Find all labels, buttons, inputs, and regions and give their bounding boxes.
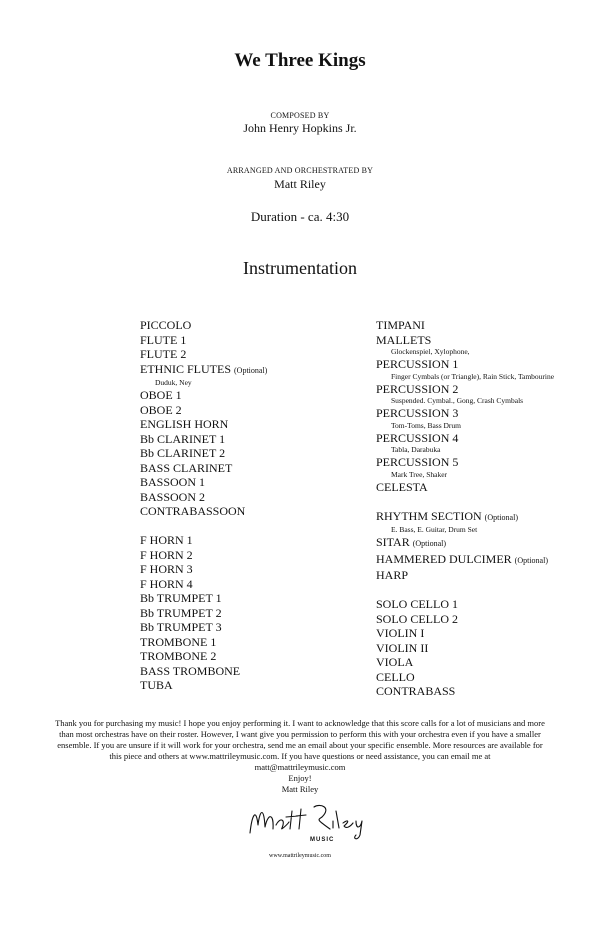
instrument-name: CELLO (376, 669, 415, 684)
instrument-name: MALLETS (376, 332, 432, 347)
instrument-item (140, 318, 360, 333)
optional-note: (Optional) (514, 555, 548, 565)
instrument-name: Bb TRUMPET 3 (140, 620, 222, 634)
instrument-item (376, 684, 566, 699)
instrument-name: HARP (376, 568, 409, 582)
instrument-name: BASS TROMBONE (140, 663, 241, 678)
instrument-item (140, 432, 360, 447)
instrument-item (376, 431, 566, 446)
instrument-item (140, 388, 360, 403)
instrument-name: BASSOON 1 (140, 475, 206, 489)
instrument-name: PERCUSSION 2 (376, 381, 459, 396)
instrument-item (376, 597, 566, 612)
instrument-detail: Duduk, Ney (155, 378, 192, 387)
instrument-detail: Tom-Toms, Bass Drum (391, 420, 461, 430)
instrument-item (140, 562, 360, 577)
signoff-name: Matt Riley (281, 784, 319, 794)
instrument-name: FLUTE 1 (140, 332, 187, 347)
instrument-name: F HORN 2 (140, 547, 193, 562)
footer-message-block (52, 718, 548, 795)
arranged-by-label: ARRANGED AND ORCHESTRATED BY (226, 166, 374, 175)
instrument-name: F HORN 3 (140, 562, 193, 576)
instrument-name: OBOE 2 (140, 402, 182, 417)
instrument-name: Bb CLARINET 2 (140, 446, 226, 460)
instrument-name: FLUTE 2 (140, 347, 187, 361)
composed-by-label: COMPOSED BY (270, 111, 330, 120)
website-url: www.mattrileymusic.com (269, 853, 331, 859)
instrument-item (140, 548, 360, 563)
instrument-item (140, 606, 360, 621)
signature-logo (240, 795, 370, 845)
enjoy-text: Enjoy! (288, 773, 312, 783)
optional-note: (Optional) (412, 539, 447, 548)
instrument-item (376, 612, 566, 627)
instrument-item (140, 504, 360, 519)
instrument-item (376, 318, 566, 333)
instrument-name: TROMBONE 2 (140, 649, 217, 663)
instrument-item (140, 664, 360, 679)
instrument-name: PERCUSSION 3 (376, 406, 459, 420)
instrument-name: VIOLA (376, 655, 414, 669)
instrument-item (376, 509, 566, 526)
instrument-item (140, 333, 360, 348)
instrument-name: F HORN 4 (140, 576, 193, 591)
instrument-item (376, 480, 566, 495)
instrument-detail: Glockenspiel, Xylophone, (391, 347, 470, 356)
instrument-item (376, 552, 566, 569)
instrument-item (140, 417, 360, 432)
instrument-item (140, 533, 360, 548)
logo-music-label: MUSIC (310, 837, 335, 843)
instrument-item (376, 455, 566, 470)
instrument-item (140, 403, 360, 418)
section-gap (376, 583, 566, 598)
instrument-name: TIMPANI (376, 318, 425, 332)
instrument-item (376, 406, 566, 421)
piece-title: We Three Kings (234, 50, 366, 71)
instrument-item (140, 678, 360, 693)
instrument-detail: Finger Cymbals (or Triangle), Rain Stick, Tambourine (391, 371, 555, 381)
instrument-name: Bb CLARINET 1 (140, 431, 226, 446)
instrument-name: RHYTHM SECTION (376, 508, 482, 523)
instrument-item (376, 382, 566, 397)
instrument-name: TROMBONE 1 (140, 634, 217, 649)
instrument-item (140, 347, 360, 362)
instrument-name: PERCUSSION 4 (376, 430, 459, 445)
instrument-detail: Tabla, Darabuka (391, 445, 441, 454)
instrument-name: VIOLIN I (376, 626, 425, 640)
instrument-name: SOLO CELLO 2 (376, 611, 458, 626)
instrument-list-left (140, 318, 360, 693)
instrument-name: CONTRABASS (376, 684, 456, 698)
instrument-detail: Mark Tree, Shaker (391, 469, 448, 479)
instrument-detail: E. Bass, E. Guitar, Drum Set (391, 525, 478, 534)
instrument-item (140, 635, 360, 650)
instrument-name: PERCUSSION 1 (376, 357, 459, 371)
instrument-detail: Suspended. Cymbal., Gong, Crash Cymbals (391, 396, 524, 405)
instrument-item (376, 357, 566, 372)
instrument-item (140, 461, 360, 476)
instrument-item (140, 649, 360, 664)
instrument-item (140, 446, 360, 461)
instrument-name: PICCOLO (140, 318, 192, 332)
instrument-item (376, 568, 566, 583)
section-gap (140, 519, 360, 534)
instrument-item (140, 475, 360, 490)
instrument-item (140, 362, 360, 379)
footer-message: Thank you for purchasing my music! I hope you enjoy performing it. I want to acknowledge that this score calls for a lot of musicians and more than most orchestras have on their roster. However, I want give you permission to perform this with your orchestra even if you have a smaller ensemble. If you are unsure if it will work for your orchestra, send me an email about your specific ensemble. More resources are available for this piece and others at www.mattrileymusic.com. If you have questions or need assistance, you can email me at (55, 718, 545, 761)
instrument-name: ENGLISH HORN (140, 417, 229, 431)
instrument-name: PERCUSSION 5 (376, 455, 459, 469)
instrument-name: OBOE 1 (140, 388, 182, 402)
composer-name: John Henry Hopkins Jr. (243, 121, 357, 135)
instrument-name: HAMMERED DULCIMER (376, 551, 512, 566)
contact-email: matt@mattrileymusic.com (254, 762, 346, 772)
instrument-item (376, 333, 566, 348)
instrument-name: BASS CLARINET (140, 460, 233, 475)
arranger-name: Matt Riley (274, 177, 326, 191)
instrument-name: Bb TRUMPET 2 (140, 605, 222, 620)
instrument-item (140, 620, 360, 635)
instrument-item (140, 577, 360, 592)
instrument-name: SITAR (376, 535, 410, 549)
instrument-name: CONTRABASSOON (140, 504, 246, 518)
instrument-name: TUBA (140, 678, 173, 692)
signature-stroke (250, 805, 362, 838)
instrument-name: VIOLIN II (376, 640, 429, 655)
instrument-item (376, 655, 566, 670)
instrument-name: F HORN 1 (140, 533, 193, 547)
instrument-item (376, 670, 566, 685)
instrument-item (140, 490, 360, 505)
instrumentation-heading: Instrumentation (243, 258, 357, 278)
instrument-item (376, 535, 566, 552)
optional-note: (Optional) (484, 512, 518, 522)
section-gap (376, 494, 566, 509)
instrument-item (376, 626, 566, 641)
instrument-name: BASSOON 2 (140, 489, 206, 504)
instrument-name: CELESTA (376, 479, 428, 494)
instrument-item (376, 641, 566, 656)
optional-note: (Optional) (234, 365, 268, 375)
instrument-name: ETHNIC FLUTES (140, 361, 231, 376)
instrument-name: SOLO CELLO 1 (376, 597, 458, 611)
instrument-item (140, 591, 360, 606)
instrument-list-right (376, 318, 566, 699)
instrument-name: Bb TRUMPET 1 (140, 591, 222, 605)
duration: Duration - ca. 4:30 (250, 209, 350, 224)
